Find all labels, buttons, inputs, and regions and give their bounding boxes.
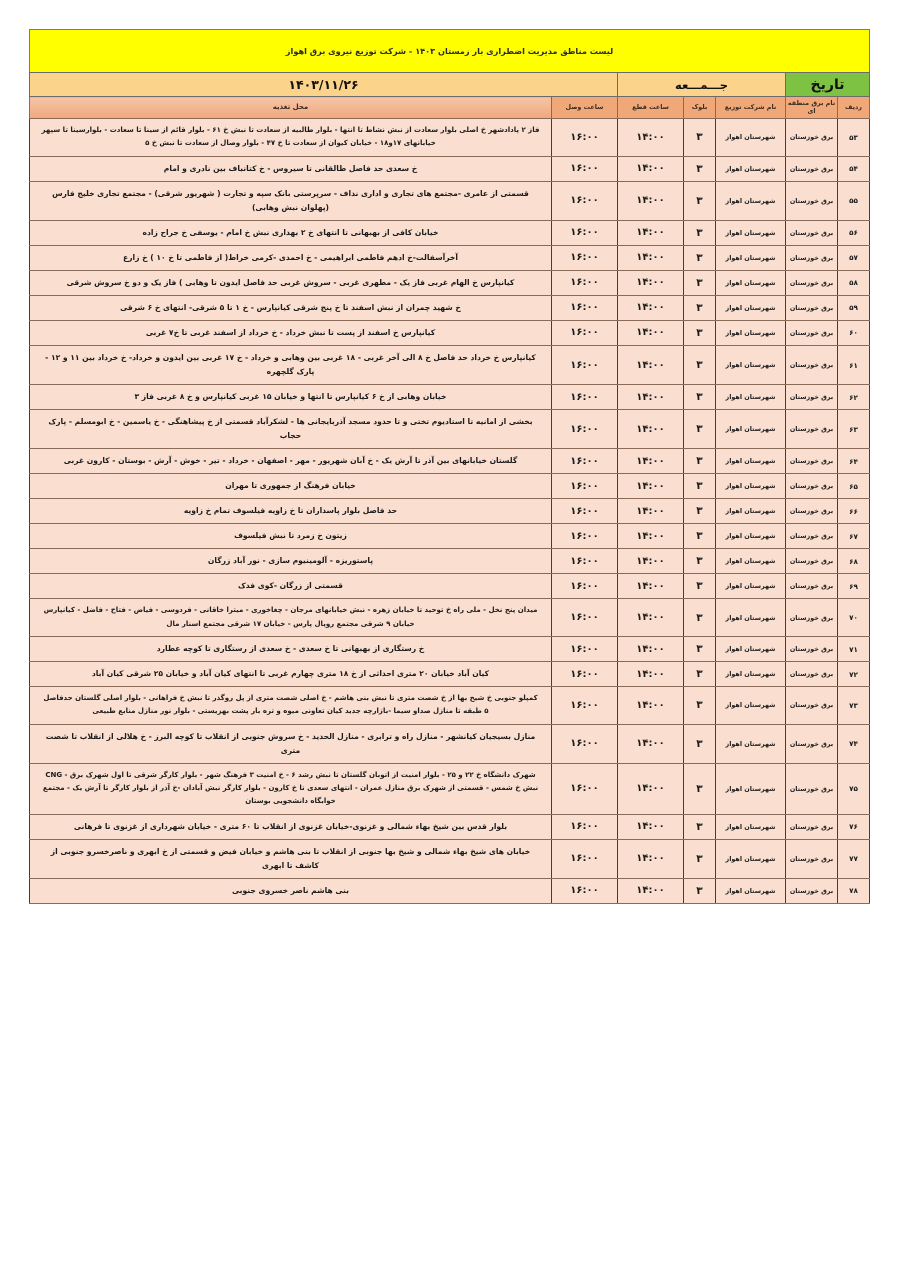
page-title: لیست مناطق مدیریت اضطراری بار زمستان ۱۴۰۳ - شرکت توزیع نیروی برق اهواز — [29, 30, 869, 73]
row-off-time: ۱۴:۰۰ — [618, 687, 684, 725]
table-row — [29, 181, 869, 220]
row-distributor: شهرستان اهواز — [716, 687, 786, 725]
outage-schedule-table — [29, 29, 870, 904]
row-on-time: ۱۶:۰۰ — [552, 549, 618, 574]
row-region: برق خوزستان — [786, 345, 838, 384]
row-index: ۶۲ — [838, 385, 870, 410]
row-off-time: ۱۴:۰۰ — [618, 662, 684, 687]
row-on-time: ۱۶:۰۰ — [552, 724, 618, 763]
row-block: ۳ — [684, 687, 716, 725]
row-block: ۳ — [684, 320, 716, 345]
row-feed-area: بلوار قدس بین شیخ بهاء شمالی و غزنوی-خیابان غزنوی از انقلاب تا ۶۰ متری - خیابان شهرداری از غزنوی تا فرهانی — [29, 814, 551, 839]
row-block: ۳ — [684, 156, 716, 181]
row-distributor: شهرستان اهواز — [716, 119, 786, 157]
row-region: برق خوزستان — [786, 385, 838, 410]
row-distributor: شهرستان اهواز — [716, 574, 786, 599]
row-on-time: ۱۶:۰۰ — [552, 499, 618, 524]
row-on-time: ۱۶:۰۰ — [552, 662, 618, 687]
table-row — [29, 119, 869, 157]
row-feed-area: کیانپارس خ اسفند از پست تا نبش خرداد - خ خرداد از اسفند غربی تا خ۷ غربی — [29, 320, 551, 345]
row-index: ۷۶ — [838, 814, 870, 839]
table-row — [29, 637, 869, 662]
row-block: ۳ — [684, 763, 716, 814]
table-row — [29, 295, 869, 320]
row-feed-area: خیابان های شیخ بهاء شمالی و شیخ بها جنوبی از انقلاب تا بنی هاشم و خیابان فیض و قسمتی از خ ابهری و ناصرخسرو جنوبی از کاشف تا ابهری — [29, 839, 551, 878]
row-off-time: ۱۴:۰۰ — [618, 410, 684, 449]
row-region: برق خوزستان — [786, 687, 838, 725]
row-off-time: ۱۴:۰۰ — [618, 156, 684, 181]
row-block: ۳ — [684, 499, 716, 524]
row-distributor: شهرستان اهواز — [716, 345, 786, 384]
row-on-time: ۱۶:۰۰ — [552, 524, 618, 549]
row-block: ۳ — [684, 662, 716, 687]
row-region: برق خوزستان — [786, 574, 838, 599]
row-feed-area: منازل بسیجیان کیانشهر - منازل راه و ترابری - منازل الحدید - خ سروش جنوبی از انقلاب تا کوچه البرز - خ هلالی از انقلاب تا شصت متری — [29, 724, 551, 763]
row-distributor: شهرستان اهواز — [716, 270, 786, 295]
row-region: برق خوزستان — [786, 524, 838, 549]
row-region: برق خوزستان — [786, 474, 838, 499]
row-index: ۷۳ — [838, 687, 870, 725]
row-on-time: ۱۶:۰۰ — [552, 345, 618, 384]
column-header-distributor: نام شرکت توزیع — [716, 97, 786, 119]
row-region: برق خوزستان — [786, 814, 838, 839]
row-feed-area: آخرآسفالت-خ ادهم فاطمی ابراهیمی - خ احمدی -کرمی خراط( از فاطمی تا خ ۱۰ ) خ زارع — [29, 245, 551, 270]
row-region: برق خوزستان — [786, 599, 838, 637]
row-off-time: ۱۴:۰۰ — [618, 878, 684, 903]
row-region: برق خوزستان — [786, 181, 838, 220]
row-index: ۶۸ — [838, 549, 870, 574]
row-region: برق خوزستان — [786, 839, 838, 878]
table-row — [29, 724, 869, 763]
row-feed-area: خ شهید چمران از نبش اسفند تا خ پنج شرقی کیانپارس - خ ۱ تا ۵ شرقی- انتهای خ ۶ شرقی — [29, 295, 551, 320]
row-region: برق خوزستان — [786, 295, 838, 320]
row-on-time: ۱۶:۰۰ — [552, 119, 618, 157]
row-feed-area: کیانپارس خ خرداد حد فاصل خ ۸ الی آخر غربی - ۱۸ غربی بین وهابی و خرداد - خ ۱۷ غربی بین ایدون و خرداد- خ خرداد بین ۱۱ و ۱۲ - پارک گلچهره — [29, 345, 551, 384]
table-row — [29, 345, 869, 384]
row-on-time: ۱۶:۰۰ — [552, 449, 618, 474]
row-distributor: شهرستان اهواز — [716, 410, 786, 449]
row-index: ۷۵ — [838, 763, 870, 814]
column-header-off-time: ساعت قطع — [618, 97, 684, 119]
row-block: ۳ — [684, 814, 716, 839]
row-region: برق خوزستان — [786, 449, 838, 474]
row-on-time: ۱۶:۰۰ — [552, 637, 618, 662]
row-feed-area: شهرک دانشگاه خ ۲۲ و ۲۵ - بلوار امنیت از اتوبان گلستان تا نبش رشد ۶ - خ امنیت ۳ فرهنگ شهر - بلوار کارگر شرقی تا اول شهرک برق - CNG نبش خ شمس - قسمتی از شهرک برق منازل عمران - انتهای سعدی تا خ کارون - بلوار کارگر نبش آبادان -خ آذر از بلوار کارگر تا آرش یک - مجتمع خوابگاه دانشجویی بوستان — [29, 763, 551, 814]
row-distributor: شهرستان اهواز — [716, 320, 786, 345]
row-index: ۶۳ — [838, 410, 870, 449]
row-distributor: شهرستان اهواز — [716, 839, 786, 878]
row-region: برق خوزستان — [786, 245, 838, 270]
row-index: ۶۴ — [838, 449, 870, 474]
schedule-rows-body — [29, 119, 869, 904]
row-on-time: ۱۶:۰۰ — [552, 410, 618, 449]
row-index: ۵۷ — [838, 245, 870, 270]
row-region: برق خوزستان — [786, 662, 838, 687]
row-on-time: ۱۶:۰۰ — [552, 814, 618, 839]
row-distributor: شهرستان اهواز — [716, 385, 786, 410]
row-off-time: ۱۴:۰۰ — [618, 524, 684, 549]
table-row — [29, 574, 869, 599]
title-band-row — [29, 30, 869, 73]
row-distributor: شهرستان اهواز — [716, 220, 786, 245]
row-index: ۷۴ — [838, 724, 870, 763]
table-row — [29, 814, 869, 839]
row-block: ۳ — [684, 220, 716, 245]
column-header-block: بلوک — [684, 97, 716, 119]
table-row — [29, 320, 869, 345]
row-feed-area: خیابان کافی از بهبهانی تا انتهای خ ۲ بهداری نبش خ امام - یوسفی خ جراح زاده — [29, 220, 551, 245]
row-distributor: شهرستان اهواز — [716, 181, 786, 220]
table-row — [29, 499, 869, 524]
row-distributor: شهرستان اهواز — [716, 499, 786, 524]
table-row — [29, 474, 869, 499]
row-on-time: ۱۶:۰۰ — [552, 385, 618, 410]
row-on-time: ۱۶:۰۰ — [552, 474, 618, 499]
table-row — [29, 524, 869, 549]
row-on-time: ۱۶:۰۰ — [552, 156, 618, 181]
row-off-time: ۱۴:۰۰ — [618, 320, 684, 345]
column-header-feed-area: محل تغذیه — [29, 97, 551, 119]
row-off-time: ۱۴:۰۰ — [618, 345, 684, 384]
row-distributor: شهرستان اهواز — [716, 524, 786, 549]
row-distributor: شهرستان اهواز — [716, 662, 786, 687]
row-on-time: ۱۶:۰۰ — [552, 763, 618, 814]
table-row — [29, 878, 869, 903]
row-index: ۶۵ — [838, 474, 870, 499]
date-band-row — [29, 73, 869, 97]
row-off-time: ۱۴:۰۰ — [618, 385, 684, 410]
row-region: برق خوزستان — [786, 499, 838, 524]
row-distributor: شهرستان اهواز — [716, 599, 786, 637]
row-off-time: ۱۴:۰۰ — [618, 839, 684, 878]
row-index: ۷۸ — [838, 878, 870, 903]
row-on-time: ۱۶:۰۰ — [552, 270, 618, 295]
row-index: ۵۴ — [838, 156, 870, 181]
row-off-time: ۱۴:۰۰ — [618, 599, 684, 637]
row-distributor: شهرستان اهواز — [716, 449, 786, 474]
row-index: ۶۹ — [838, 574, 870, 599]
table-row — [29, 156, 869, 181]
row-index: ۶۰ — [838, 320, 870, 345]
row-block: ۳ — [684, 524, 716, 549]
column-header-row — [29, 97, 869, 119]
row-block: ۳ — [684, 449, 716, 474]
row-index: ۵۶ — [838, 220, 870, 245]
day-name: جـــمـــعه — [618, 73, 786, 97]
row-feed-area: بخشی از امانیه تا استادیوم تختی و تا حدود مسجد آذربایجانی ها - لشکرآباد قسمتی از خ پیشاهنگی - خ یاسمین - خ ابومسلم - پارک حجاب — [29, 410, 551, 449]
row-feed-area: میدان پنج نخل - ملی راه خ توحید تا خیابان زهره - نبش خیابانهای مرجان - چغاخوری - میترا خاقانی - فردوسی - فیاض - فتاح - فاضل - کیانپارس خیابان ۹ شرقی مجتمع رویال پارس - خیابان ۱۷ شرقی مجتمع اسنار مال — [29, 599, 551, 637]
row-distributor: شهرستان اهواز — [716, 637, 786, 662]
row-block: ۳ — [684, 385, 716, 410]
row-feed-area: قسمتی از عامری -مجتمع های تجاری و اداری نداف - سرپرستی بانک سپه و تجارت ( شهریور شرقی) - مجتمع تجاری خلیج فارس (پهلوان نبش وهابی) — [29, 181, 551, 220]
row-feed-area: حد فاصل بلوار پاسداران تا خ زاویه فیلسوف تمام خ زاویه — [29, 499, 551, 524]
row-feed-area: کمپلو جنوبی خ شیخ بها از خ شصت متری تا نبش بنی هاشم - خ اصلی شصت متری از پل روگذر تا نبش خ فراهانی - بلوار اصلی گلستان حدفاصل ۵ طبقه تا منازل صداو سیما -بازارچه جدید کیان تعاونی میوه و تره بار پشت بهزیستی - بلوار نور منازل منابع طبیعی — [29, 687, 551, 725]
row-region: برق خوزستان — [786, 724, 838, 763]
row-off-time: ۱۴:۰۰ — [618, 814, 684, 839]
row-region: برق خوزستان — [786, 410, 838, 449]
table-row — [29, 687, 869, 725]
row-region: برق خوزستان — [786, 878, 838, 903]
row-block: ۳ — [684, 839, 716, 878]
row-index: ۶۷ — [838, 524, 870, 549]
row-feed-area: بنی هاشم ناصر خسروی جنوبی — [29, 878, 551, 903]
row-block: ۳ — [684, 549, 716, 574]
row-off-time: ۱۴:۰۰ — [618, 449, 684, 474]
row-feed-area: کیان آباد خیابان ۲۰ متری احداثی از خ ۱۸ متری چهارم غربی تا انتهای کیان آباد و خیابان ۲۵ شرقی کیان آباد — [29, 662, 551, 687]
row-block: ۳ — [684, 119, 716, 157]
row-on-time: ۱۶:۰۰ — [552, 839, 618, 878]
column-header-on-time: ساعت وصل — [552, 97, 618, 119]
row-block: ۳ — [684, 181, 716, 220]
row-distributor: شهرستان اهواز — [716, 763, 786, 814]
row-block: ۳ — [684, 270, 716, 295]
row-off-time: ۱۴:۰۰ — [618, 724, 684, 763]
row-feed-area: کیانپارس خ الهام غربی فاز یک - مطهری غربی - سروش غربی حد فاصل ایدون تا وهابی ) فاز یک و دو خ سروش شرقی — [29, 270, 551, 295]
row-distributor: شهرستان اهواز — [716, 814, 786, 839]
row-off-time: ۱۴:۰۰ — [618, 474, 684, 499]
date-value: ۱۴۰۳/۱۱/۲۶ — [29, 73, 617, 97]
row-index: ۷۷ — [838, 839, 870, 878]
row-on-time: ۱۶:۰۰ — [552, 220, 618, 245]
row-region: برق خوزستان — [786, 156, 838, 181]
row-off-time: ۱۴:۰۰ — [618, 119, 684, 157]
row-feed-area: پاستوریزه - آلومینیوم سازی - نور آباد زرگان — [29, 549, 551, 574]
row-feed-area: زیتون خ زمرد تا نبش فیلسوف — [29, 524, 551, 549]
row-index: ۷۱ — [838, 637, 870, 662]
row-block: ۳ — [684, 345, 716, 384]
table-row — [29, 549, 869, 574]
row-block: ۳ — [684, 724, 716, 763]
table-row — [29, 599, 869, 637]
date-label: تاریخ — [786, 73, 870, 97]
row-off-time: ۱۴:۰۰ — [618, 574, 684, 599]
row-feed-area: خیابان فرهنگ از جمهوری تا مهران — [29, 474, 551, 499]
row-distributor: شهرستان اهواز — [716, 156, 786, 181]
row-block: ۳ — [684, 474, 716, 499]
row-on-time: ۱۶:۰۰ — [552, 599, 618, 637]
row-distributor: شهرستان اهواز — [716, 474, 786, 499]
row-on-time: ۱۶:۰۰ — [552, 245, 618, 270]
row-index: ۵۵ — [838, 181, 870, 220]
row-block: ۳ — [684, 410, 716, 449]
table-row — [29, 245, 869, 270]
row-feed-area: قسمتی از زرگان -کوی فدک — [29, 574, 551, 599]
row-on-time: ۱۶:۰۰ — [552, 320, 618, 345]
row-distributor: شهرستان اهواز — [716, 295, 786, 320]
row-index: ۶۶ — [838, 499, 870, 524]
row-on-time: ۱۶:۰۰ — [552, 574, 618, 599]
row-block: ۳ — [684, 878, 716, 903]
row-feed-area: خیابان وهابی از خ ۶ کیانپارس تا انتها و خیابان ۱۵ غربی کیانپارس و خ ۸ غربی فاز ۳ — [29, 385, 551, 410]
row-block: ۳ — [684, 637, 716, 662]
table-row — [29, 385, 869, 410]
column-header-index: ردیف — [838, 97, 870, 119]
row-on-time: ۱۶:۰۰ — [552, 878, 618, 903]
table-row — [29, 763, 869, 814]
row-block: ۳ — [684, 574, 716, 599]
table-row — [29, 410, 869, 449]
row-block: ۳ — [684, 599, 716, 637]
row-index: ۵۳ — [838, 119, 870, 157]
row-on-time: ۱۶:۰۰ — [552, 181, 618, 220]
row-block: ۳ — [684, 245, 716, 270]
row-off-time: ۱۴:۰۰ — [618, 637, 684, 662]
row-feed-area: خ سعدی حد فاصل طالقانی تا سیروس - خ کتانباف بین نادری و امام — [29, 156, 551, 181]
row-off-time: ۱۴:۰۰ — [618, 499, 684, 524]
row-distributor: شهرستان اهواز — [716, 724, 786, 763]
table-row — [29, 449, 869, 474]
column-header-region: نام برق منطقه ای — [786, 97, 838, 119]
row-distributor: شهرستان اهواز — [716, 245, 786, 270]
row-off-time: ۱۴:۰۰ — [618, 549, 684, 574]
row-off-time: ۱۴:۰۰ — [618, 181, 684, 220]
row-feed-area: فاز ۲ پادادشهر خ اصلی بلوار سعادت از نبش نشاط تا انتها - بلوار طالبیه از سعادت تا نبش خ ۶۱ - بلوار قائم از سینا تا سعادت - بلوارسینا تا سپهر خیابانهای ۱۷و۱۸ - خیابان کیوان از سعادت تا خ ۴۷ - بلوار وصال از سعادت تا نبش خ ۵ — [29, 119, 551, 157]
table-row — [29, 662, 869, 687]
table-row — [29, 839, 869, 878]
row-region: برق خوزستان — [786, 320, 838, 345]
row-region: برق خوزستان — [786, 549, 838, 574]
row-on-time: ۱۶:۰۰ — [552, 295, 618, 320]
row-region: برق خوزستان — [786, 763, 838, 814]
row-region: برق خوزستان — [786, 220, 838, 245]
row-region: برق خوزستان — [786, 119, 838, 157]
row-distributor: شهرستان اهواز — [716, 878, 786, 903]
row-feed-area: خ رستگاری از بهبهانی تا خ سعدی - خ سعدی از رستگاری تا کوچه عطارد — [29, 637, 551, 662]
row-distributor: شهرستان اهواز — [716, 549, 786, 574]
row-index: ۶۱ — [838, 345, 870, 384]
row-region: برق خوزستان — [786, 637, 838, 662]
row-off-time: ۱۴:۰۰ — [618, 295, 684, 320]
row-block: ۳ — [684, 295, 716, 320]
table-row — [29, 270, 869, 295]
row-index: ۷۲ — [838, 662, 870, 687]
row-index: ۵۹ — [838, 295, 870, 320]
row-off-time: ۱۴:۰۰ — [618, 245, 684, 270]
row-off-time: ۱۴:۰۰ — [618, 270, 684, 295]
row-region: برق خوزستان — [786, 270, 838, 295]
row-index: ۷۰ — [838, 599, 870, 637]
row-on-time: ۱۶:۰۰ — [552, 687, 618, 725]
row-index: ۵۸ — [838, 270, 870, 295]
row-feed-area: گلستان خیابانهای بین آذر تا آرش یک - خ آبان شهریور - مهر - اصفهان - خرداد - تیر - خوش - آرش - بوستان - کارون غربی — [29, 449, 551, 474]
row-off-time: ۱۴:۰۰ — [618, 220, 684, 245]
table-row — [29, 220, 869, 245]
row-off-time: ۱۴:۰۰ — [618, 763, 684, 814]
